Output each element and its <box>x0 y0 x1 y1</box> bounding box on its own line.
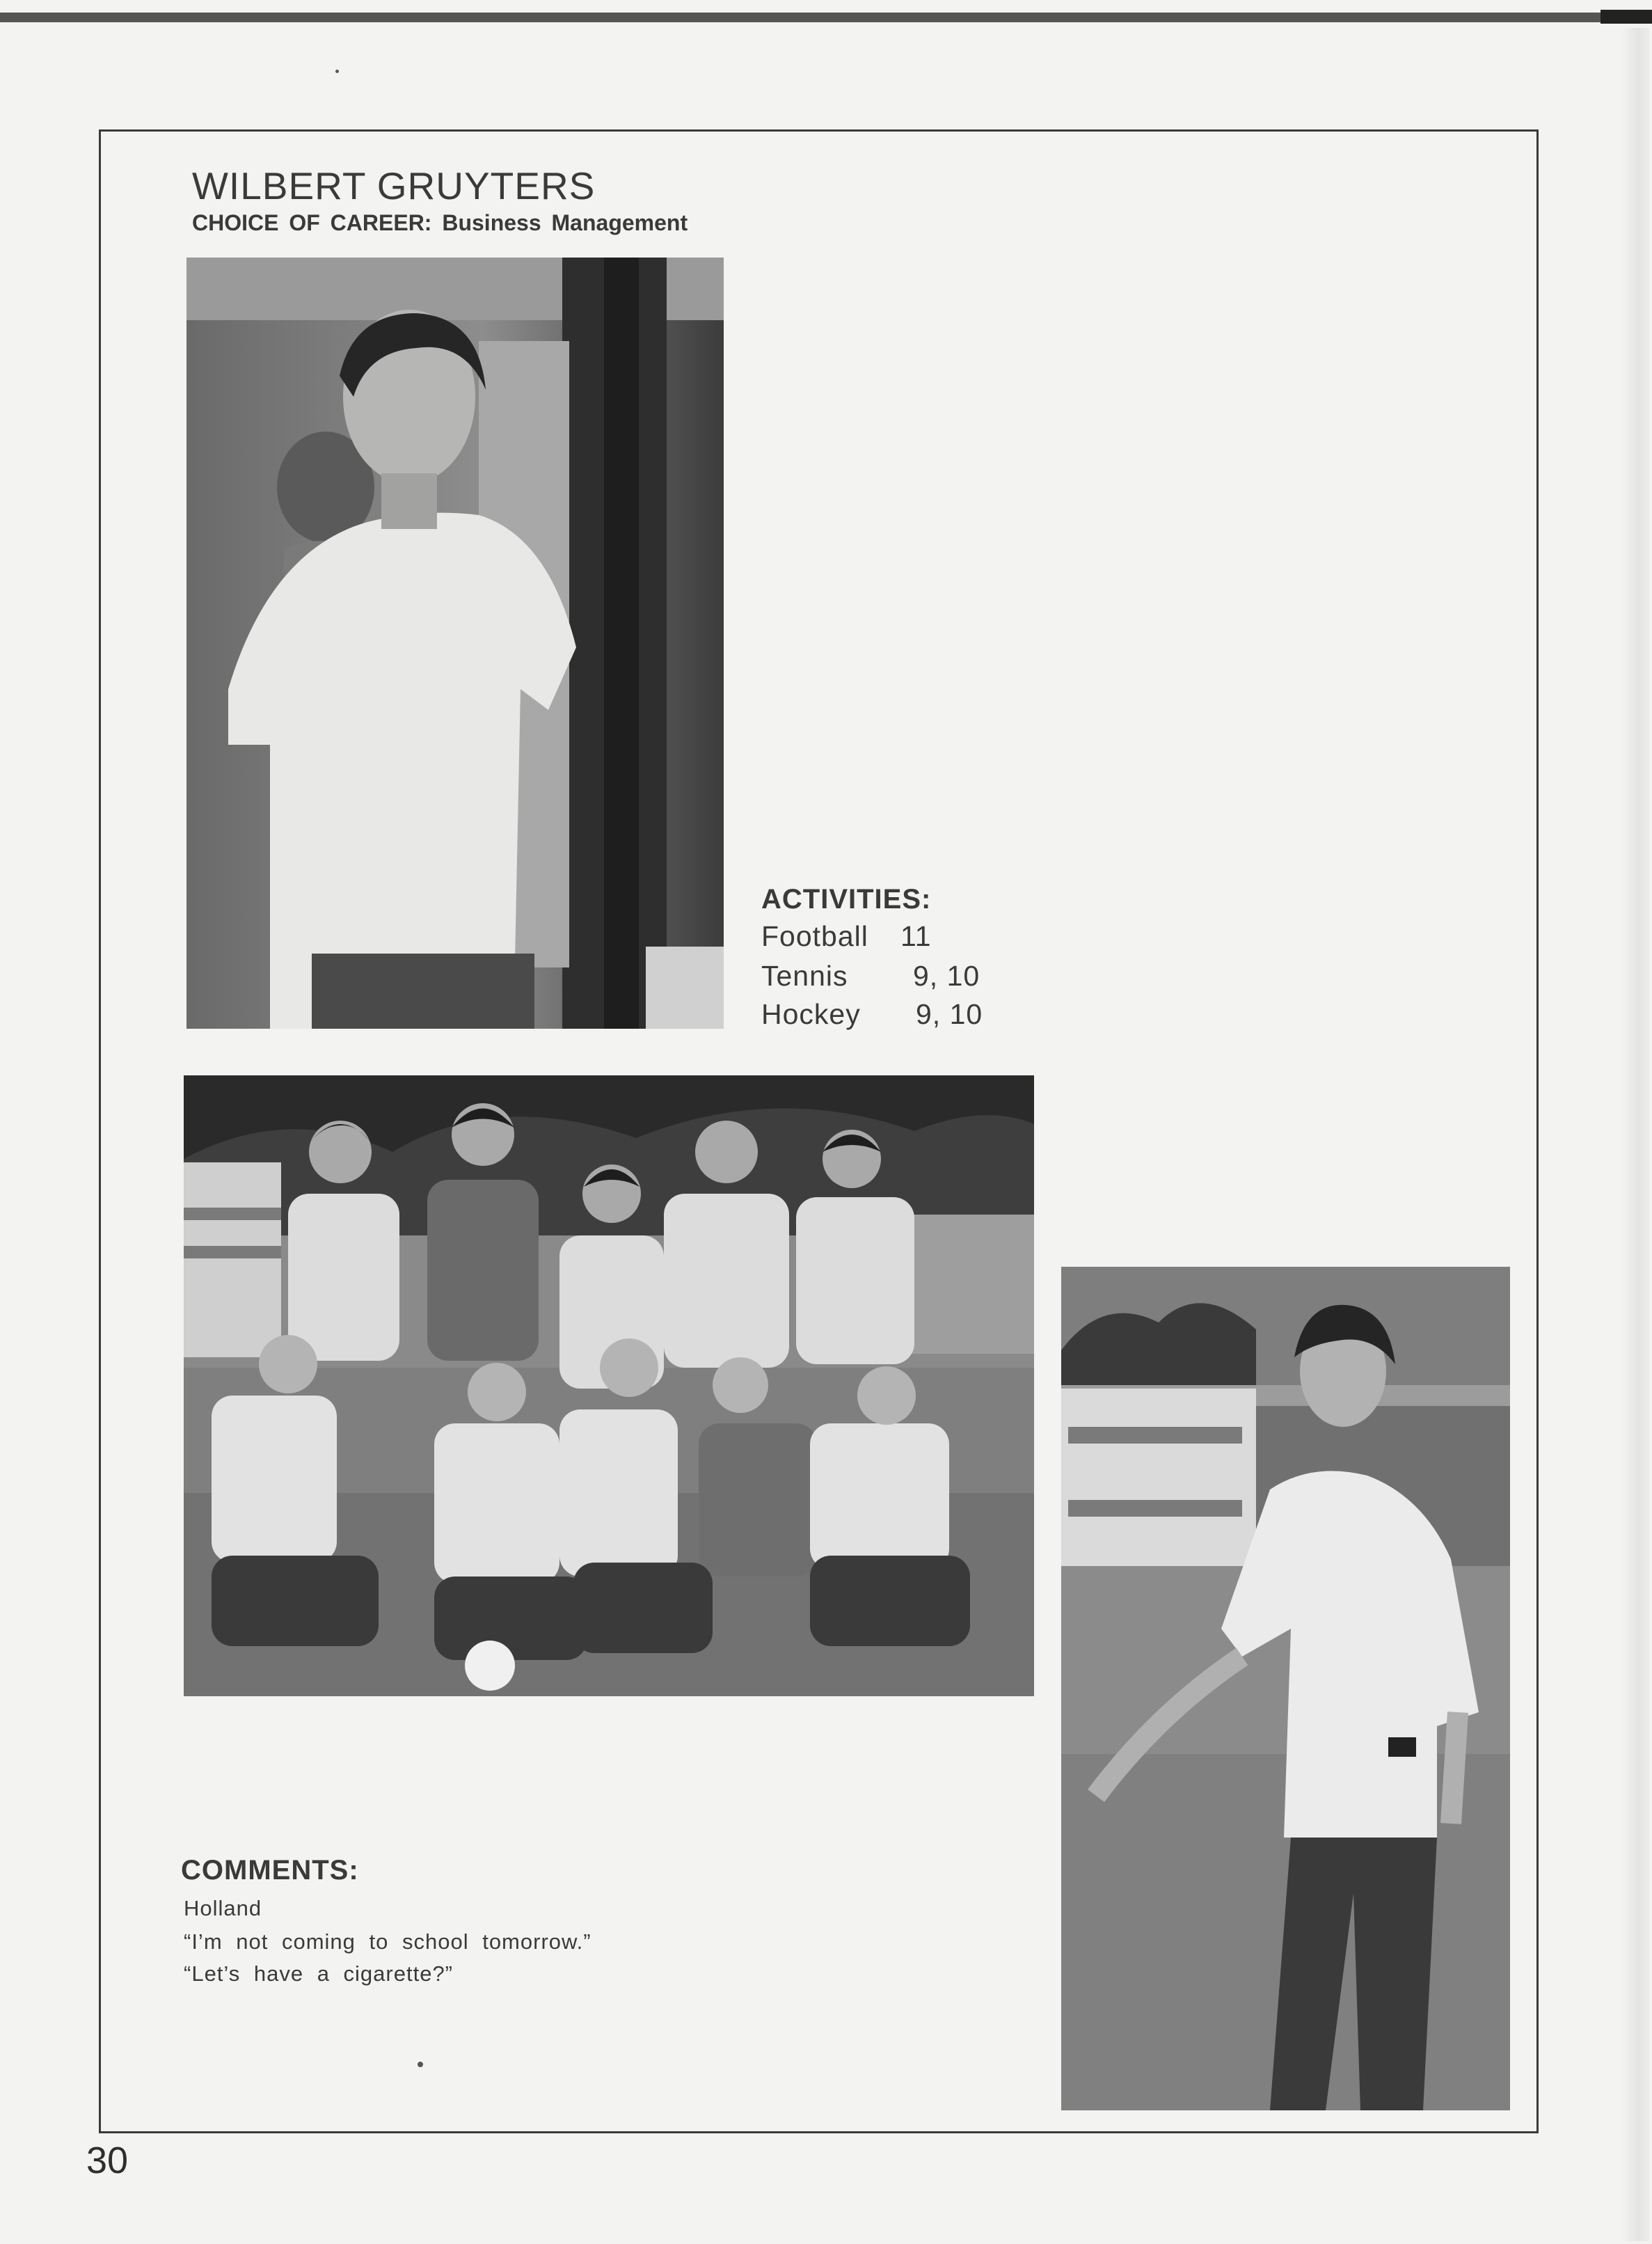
page-number: 30 <box>86 2140 129 2181</box>
comment-line: Holland <box>184 1896 262 1920</box>
activity-sport: Football <box>761 920 868 952</box>
career-value: Business Management <box>442 210 688 235</box>
comment-line: “Let’s have a cigarette?” <box>184 1961 454 1986</box>
scan-speck <box>418 2062 423 2067</box>
standing-photo <box>1061 1267 1510 2110</box>
group-photo <box>184 1075 1034 1696</box>
comments-heading: COMMENTS: <box>181 1855 359 1886</box>
activity-row <box>761 920 932 953</box>
career-line <box>192 210 688 236</box>
activity-years: 11 <box>900 920 932 952</box>
activity-sport: Hockey <box>761 998 861 1030</box>
career-label: CHOICE OF CAREER: <box>192 210 432 235</box>
top-scan-edge-corner <box>1601 10 1652 24</box>
activity-row <box>761 960 980 993</box>
activity-years: 9, 10 <box>916 998 983 1030</box>
activity-years: 9, 10 <box>913 960 980 992</box>
portrait-photo <box>186 258 724 1029</box>
right-page-shadow <box>1621 28 1649 2241</box>
scan-speck <box>335 70 339 73</box>
top-scan-edge <box>0 13 1635 22</box>
activity-sport: Tennis <box>761 960 848 992</box>
student-name: WILBERT GRUYTERS <box>192 164 596 207</box>
activity-row <box>761 998 983 1031</box>
activities-heading: ACTIVITIES: <box>761 884 932 915</box>
comment-line: “I’m not coming to school tomorrow.” <box>184 1929 591 1954</box>
